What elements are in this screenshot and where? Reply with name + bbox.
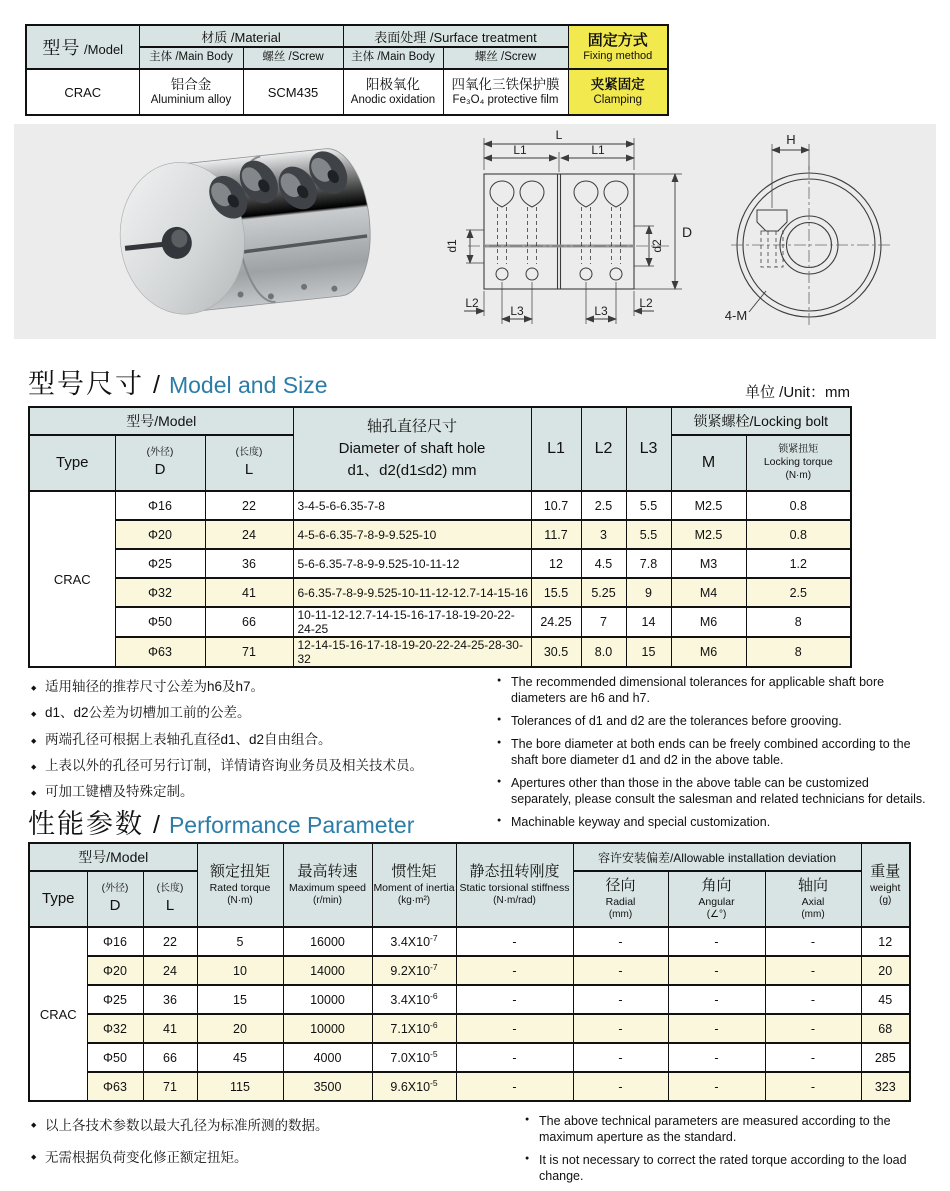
perf-axial-en: Axial (801, 895, 825, 908)
cell-torque: 8 (746, 607, 851, 637)
cell-speed: 14000 (283, 956, 372, 985)
note-item: ● Machinable keyway and special customization. (496, 814, 926, 830)
perf-inertia-header (372, 843, 456, 927)
cell-axial: - (765, 985, 861, 1014)
cell-stiffness: - (456, 1014, 573, 1043)
size-m-header: M (671, 435, 746, 491)
spec-surf-body-zh: 阳极氧化 (366, 76, 420, 92)
cell-l: 41 (143, 1014, 197, 1043)
cell-speed: 3500 (283, 1072, 372, 1101)
cell-l2: 2.5 (581, 491, 626, 520)
perf-notes-zh (30, 1110, 508, 1191)
cell-angular: - (668, 1072, 765, 1101)
dim-label-d2: d2 (650, 239, 664, 253)
note-item: ● Tolerances of d1 and d2 are the tolerances before grooving. (496, 713, 926, 729)
perf-rated-unit: (N·m) (227, 895, 253, 907)
perf-inertia-unit: (kg·m²) (397, 895, 431, 907)
cell-l2: 8.0 (581, 637, 626, 667)
cell-speed: 16000 (283, 927, 372, 956)
cell-holes: 5-6-6.35-7-8-9-9.525-10-11-12 (293, 549, 531, 578)
cell-stiffness: - (456, 956, 573, 985)
size-l1-header: L1 (531, 407, 581, 491)
cell-torque: 8 (746, 637, 851, 667)
cell-weight: 12 (861, 927, 910, 956)
cell-radial: - (573, 1072, 668, 1101)
cell-torque: 115 (197, 1072, 283, 1101)
unit-label: 单位 /Unit：mm (744, 384, 850, 401)
spec-surf-body-en: Anodic oxidation (350, 93, 436, 106)
note-item: ◆ 无需根据负荷变化修正额定扭矩。 (30, 1142, 508, 1174)
perf-title-zh: 性能参数 (28, 809, 144, 839)
perf-radial-header (573, 871, 668, 927)
inertia-exp: -6 (430, 991, 438, 1002)
cell-weight: 285 (861, 1043, 910, 1072)
perf-row (29, 1072, 910, 1101)
spec-surface-header: 表面处理 /Surface treatment (343, 25, 568, 47)
perf-type-header: Type (29, 871, 87, 927)
cell-angular: - (668, 985, 765, 1014)
cell-stiffness: - (456, 1043, 573, 1072)
illustration-band (14, 124, 936, 339)
dim-label-L3-right: L3 (594, 304, 608, 318)
perf-radial-zh: 径向 (605, 877, 636, 895)
spec-fixing-val-zh: 夹紧固定 (590, 76, 645, 92)
cell-l3: 14 (626, 607, 671, 637)
perf-stiff-unit: (N·m/rad) (493, 895, 536, 907)
cell-l: 71 (143, 1072, 197, 1101)
cell-inertia (372, 927, 456, 956)
cell-d: Φ32 (115, 578, 205, 607)
cell-stiffness: - (456, 985, 573, 1014)
perf-angular-zh: 角向 (701, 877, 732, 895)
perf-inertia-en: Moment of inertia (373, 881, 455, 894)
perf-speed-en: Maximum speed (288, 881, 367, 894)
perf-rated-zh: 额定扭矩 (209, 863, 270, 881)
note-item: ◆ 可加工键槽及特殊定制。 (30, 779, 480, 805)
cell-l1: 24.25 (531, 607, 581, 637)
size-torque-header (746, 435, 851, 491)
cell-d: Φ63 (87, 1072, 143, 1101)
perf-stiff-zh: 静态扭转刚度 (469, 863, 560, 881)
spec-fixing-zh: 固定方式 (587, 31, 648, 49)
cell-stiffness: - (456, 927, 573, 956)
cell-torque: 2.5 (746, 578, 851, 607)
perf-row (29, 956, 910, 985)
cell-m: M6 (671, 637, 746, 667)
inertia-base: 3.4X10 (390, 935, 431, 950)
dim-label-H: H (786, 132, 796, 147)
inertia-base: 9.6X10 (390, 1080, 431, 1095)
size-row (29, 578, 851, 607)
size-d-zh: (外径) (146, 447, 174, 458)
perf-stiff-en: Static torsional stiffness (459, 881, 570, 894)
size-d-letter: D (154, 460, 166, 478)
spec-header-row-1 (26, 25, 668, 47)
size-model-group-header: 型号/Model (29, 407, 293, 435)
note-item: ● The recommended dimensional tolerances for applicable shaft bore diameters are h6 and h7. (496, 674, 926, 706)
size-l-letter: L (244, 460, 254, 478)
cell-angular: - (668, 1043, 765, 1072)
cell-d: Φ50 (87, 1043, 143, 1072)
perf-weight-zh: 重量 (870, 863, 901, 881)
cell-axial: - (765, 1014, 861, 1043)
cell-l: 41 (205, 578, 293, 607)
spec-surf-screw-zh: 四氧化三铁保护膜 (451, 76, 560, 92)
cell-m: M4 (671, 578, 746, 607)
cell-d: Φ63 (115, 637, 205, 667)
spec-material-screw-header: 螺丝 /Screw (243, 47, 343, 69)
dim-label-d1: d1 (445, 239, 459, 253)
cell-l3: 7.8 (626, 549, 671, 578)
size-row (29, 549, 851, 578)
size-d-header (115, 435, 205, 491)
dim-label-L2-left: L2 (465, 296, 479, 310)
perf-row (29, 1014, 910, 1043)
cell-l: 71 (205, 637, 293, 667)
perf-axial-zh: 轴向 (797, 877, 828, 895)
cell-d: Φ25 (87, 985, 143, 1014)
cell-angular: - (668, 1014, 765, 1043)
dim-label-L1-left: L1 (513, 143, 527, 157)
size-torque-zh: 锁紧扭矩 (778, 443, 819, 455)
spec-surface-screw-value (443, 69, 568, 115)
cell-l1: 30.5 (531, 637, 581, 667)
spec-table (25, 24, 669, 116)
perf-row (29, 985, 910, 1014)
size-type-header: Type (29, 435, 115, 491)
cell-weight: 45 (861, 985, 910, 1014)
cell-inertia (372, 985, 456, 1014)
spec-material-body-header: 主体 /Main Body (139, 47, 243, 69)
size-hole-en: Diameter of shaft hole (338, 440, 486, 458)
cell-d: Φ16 (87, 927, 143, 956)
inertia-exp: -6 (430, 1020, 438, 1031)
spec-model-en: /Model (84, 42, 124, 57)
size-row (29, 491, 851, 520)
spec-data-row (26, 69, 668, 115)
cell-l2: 7 (581, 607, 626, 637)
perf-l-header (143, 871, 197, 927)
inertia-exp: -5 (430, 1049, 438, 1060)
cell-radial: - (573, 1014, 668, 1043)
cell-speed: 10000 (283, 985, 372, 1014)
cell-holes: 10-11-12-12.7-14-15-16-17-18-19-20-22-24-25 (293, 607, 531, 637)
inertia-exp: -5 (430, 1078, 438, 1089)
cell-holes: 6-6.35-7-8-9-9.525-10-11-12-12.7-14-15-16 (293, 578, 531, 607)
inertia-base: 7.1X10 (390, 1022, 431, 1037)
spec-material-screw-value: SCM435 (243, 69, 343, 115)
cell-weight: 20 (861, 956, 910, 985)
perf-axial-unit: (mm) (801, 909, 825, 921)
cell-inertia (372, 1043, 456, 1072)
spec-surf-screw-en: Fe₃O₄ protective film (452, 93, 559, 106)
cell-l3: 5.5 (626, 491, 671, 520)
perf-angular-unit: (∠°) (706, 909, 727, 921)
performance-table (28, 842, 911, 1102)
size-locking-group-header: 锁紧螺栓/Locking bolt (671, 407, 851, 435)
cell-torque: 1.2 (746, 549, 851, 578)
cell-weight: 68 (861, 1014, 910, 1043)
cell-torque: 45 (197, 1043, 283, 1072)
cell-d: Φ32 (87, 1014, 143, 1043)
cell-holes: 4-5-6-6.35-7-8-9-9.525-10 (293, 520, 531, 549)
cell-l: 22 (143, 927, 197, 956)
cell-inertia (372, 1014, 456, 1043)
size-title-zh: 型号尺寸 (28, 369, 144, 399)
cell-torque: 0.8 (746, 491, 851, 520)
perf-axial-header (765, 871, 861, 927)
cell-l: 66 (205, 607, 293, 637)
inertia-exp: -7 (430, 962, 438, 973)
size-torque-en: Locking torque (763, 456, 833, 469)
spec-fixing-val-en: Clamping (593, 93, 643, 106)
cell-d: Φ25 (115, 549, 205, 578)
perf-speed-zh: 最高转速 (297, 863, 358, 881)
cell-l: 24 (205, 520, 293, 549)
cell-m: M3 (671, 549, 746, 578)
perf-rated-en: Rated torque (209, 881, 271, 894)
perf-deviation-group-header: 容许安装偏差/Allowable installation deviation (573, 843, 861, 871)
spec-model-value: CRAC (26, 69, 139, 115)
cell-axial: - (765, 956, 861, 985)
dim-label-L3-left: L3 (510, 304, 524, 318)
spec-model-header (26, 25, 139, 69)
perf-rated-header (197, 843, 283, 927)
spec-material-header: 材质 /Material (139, 25, 343, 47)
dim-label-D: D (681, 224, 693, 240)
perf-weight-header (861, 843, 910, 927)
cell-l: 36 (205, 549, 293, 578)
size-row (29, 607, 851, 637)
cell-m: M6 (671, 607, 746, 637)
size-title-separator: / (153, 371, 160, 399)
perf-model-group-header: 型号/Model (29, 843, 197, 871)
cell-l: 66 (143, 1043, 197, 1072)
cell-l2: 5.25 (581, 578, 626, 607)
cell-l: 24 (143, 956, 197, 985)
note-item: ● It is not necessary to correct the rated torque according to the load change. (524, 1152, 924, 1184)
perf-speed-header (283, 843, 372, 927)
cell-stiffness: - (456, 1072, 573, 1101)
cell-l1: 12 (531, 549, 581, 578)
cell-l3: 9 (626, 578, 671, 607)
size-table (28, 406, 852, 668)
inertia-base: 9.2X10 (390, 964, 431, 979)
dim-label-L1-right: L1 (591, 143, 605, 157)
note-item: ◆ 上表以外的孔径可另行订制，详情请咨询业务员及相关技术员。 (30, 753, 480, 779)
size-header-row-1 (29, 407, 851, 435)
cell-torque: 5 (197, 927, 283, 956)
note-item: ◆ 适用轴径的推荐尺寸公差为h6及h7。 (30, 674, 480, 700)
cell-axial: - (765, 1072, 861, 1101)
perf-title-separator: / (153, 811, 160, 839)
dimension-drawing-front (442, 126, 697, 336)
cell-speed: 4000 (283, 1043, 372, 1072)
perf-d-header (87, 871, 143, 927)
spec-surface-body-header: 主体 /Main Body (343, 47, 443, 69)
perf-d-letter: D (109, 896, 121, 914)
spec-surface-screw-header: 螺丝 /Screw (443, 47, 568, 69)
cell-angular: - (668, 956, 765, 985)
perf-angular-en: Angular (698, 895, 735, 908)
spec-mat-body-zh: 铝合金 (170, 76, 212, 92)
size-type-value: CRAC (29, 491, 115, 667)
perf-stiffness-header (456, 843, 573, 927)
size-row (29, 520, 851, 549)
cell-l3: 5.5 (626, 520, 671, 549)
perf-row (29, 1043, 910, 1072)
cell-d: Φ20 (115, 520, 205, 549)
cell-l: 22 (205, 491, 293, 520)
perf-weight-en: weight (870, 881, 901, 894)
size-row (29, 637, 851, 667)
note-item: ◆ 两端孔径可根据上表轴孔直径d1、d2自由组合。 (30, 727, 480, 753)
perf-type-value: CRAC (29, 927, 87, 1101)
cell-m: M2.5 (671, 520, 746, 549)
spec-model-zh: 型号 (42, 38, 81, 58)
cell-speed: 10000 (283, 1014, 372, 1043)
note-item: ◆ 以上各技术参数以最大孔径为标准所测的数据。 (30, 1110, 508, 1142)
dim-label-L: L (555, 128, 563, 142)
cell-holes: 3-4-5-6-6.35-7-8 (293, 491, 531, 520)
cell-l1: 11.7 (531, 520, 581, 549)
size-l3-header: L3 (626, 407, 671, 491)
perf-d-zh: (外径) (101, 883, 129, 894)
cell-inertia (372, 1072, 456, 1101)
perf-l-zh: (长度) (156, 883, 184, 894)
note-item: ◆ d1、d2公差为切槽加工前的公差。 (30, 700, 480, 726)
spec-mat-body-en: Aluminium alloy (150, 93, 232, 106)
size-l-zh: (长度) (235, 447, 263, 458)
cell-l2: 4.5 (581, 549, 626, 578)
cell-radial: - (573, 1043, 668, 1072)
size-l2-header: L2 (581, 407, 626, 491)
dim-label-L2-right: L2 (639, 296, 653, 310)
size-notes-en (496, 674, 926, 837)
note-item: ● The above technical parameters are measured according to the maximum aperture as the standard. (524, 1113, 924, 1145)
cell-l2: 3 (581, 520, 626, 549)
cell-torque: 0.8 (746, 520, 851, 549)
perf-header-row-1 (29, 843, 910, 871)
cell-angular: - (668, 927, 765, 956)
product-photo (82, 132, 412, 332)
perf-section-title (28, 802, 414, 841)
dim-label-4M: 4-M (724, 308, 748, 323)
cell-radial: - (573, 956, 668, 985)
perf-radial-en: Radial (605, 895, 636, 908)
perf-weight-unit: (g) (879, 895, 892, 907)
cell-d: Φ16 (115, 491, 205, 520)
perf-notes (30, 1110, 930, 1191)
spec-fixing-value (568, 69, 668, 115)
cell-l1: 15.5 (531, 578, 581, 607)
cell-torque: 10 (197, 956, 283, 985)
cell-weight: 323 (861, 1072, 910, 1101)
perf-row (29, 927, 910, 956)
cell-holes: 12-14-15-16-17-18-19-20-22-24-25-28-30-32 (293, 637, 531, 667)
dimension-drawing-side (709, 130, 894, 335)
perf-title-en: Performance Parameter (168, 812, 415, 838)
inertia-exp: -7 (430, 933, 438, 944)
spec-fixing-en: Fixing method (583, 50, 653, 63)
spec-fixing-header (568, 25, 668, 69)
perf-notes-en (524, 1110, 924, 1191)
inertia-base: 3.4X10 (390, 993, 431, 1008)
inertia-base: 7.0X10 (390, 1051, 431, 1066)
perf-radial-unit: (mm) (608, 909, 633, 921)
cell-radial: - (573, 985, 668, 1014)
perf-inertia-zh: 惯性矩 (391, 863, 437, 881)
perf-l-letter: L (165, 896, 175, 914)
size-hole-zh: 轴孔直径尺寸 (366, 418, 457, 436)
cell-d: Φ50 (115, 607, 205, 637)
perf-angular-header (668, 871, 765, 927)
spec-material-body-value (139, 69, 243, 115)
cell-l1: 10.7 (531, 491, 581, 520)
cell-l: 36 (143, 985, 197, 1014)
cell-l3: 15 (626, 637, 671, 667)
cell-axial: - (765, 927, 861, 956)
perf-speed-unit: (r/min) (313, 895, 342, 907)
cell-torque: 15 (197, 985, 283, 1014)
cell-inertia (372, 956, 456, 985)
note-item: ● Apertures other than those in the above table can be customized separately, please consult the salesman and related technicians for details. (496, 775, 926, 807)
size-hole-header (293, 407, 531, 491)
cell-axial: - (765, 1043, 861, 1072)
cell-radial: - (573, 927, 668, 956)
size-l-header (205, 435, 293, 491)
spec-surface-body-value (343, 69, 443, 115)
size-torque-unit: (N·m) (785, 469, 812, 481)
size-hole-range: d1、d2(d1≤d2) mm (347, 461, 477, 479)
size-title-en: Model and Size (168, 372, 328, 398)
cell-torque: 20 (197, 1014, 283, 1043)
cell-m: M2.5 (671, 491, 746, 520)
cell-d: Φ20 (87, 956, 143, 985)
note-item: ● The bore diameter at both ends can be freely combined according to the shaft bore diameter d1 and d2 in the above table. (496, 736, 926, 768)
